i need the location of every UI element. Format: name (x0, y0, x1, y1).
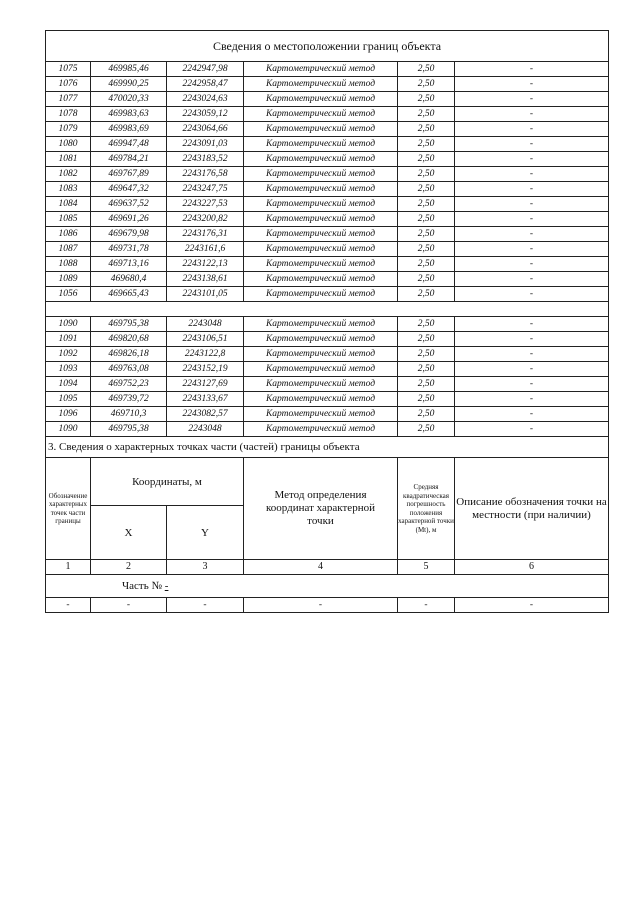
table-row (46, 77, 609, 92)
description-cell: - (455, 107, 609, 122)
point-number-cell: 1089 (46, 272, 91, 287)
description-cell: - (455, 422, 609, 437)
empty-cell: - (455, 598, 609, 613)
coord-y-cell: 2243161,6 (167, 242, 244, 257)
point-number-cell: 1095 (46, 392, 91, 407)
coord-x-cell: 469691,26 (91, 212, 167, 227)
table-row (46, 62, 609, 77)
coord-x-cell: 469820,68 (91, 332, 167, 347)
mean-error-cell: 2,50 (398, 407, 455, 422)
method-cell: Картометрический метод (244, 182, 398, 197)
coord-y-cell: 2243122,13 (167, 257, 244, 272)
mean-error-cell: 2,50 (398, 122, 455, 137)
table-row (46, 107, 609, 122)
coord-x-cell: 469637,52 (91, 197, 167, 212)
coord-y-cell: 2243176,58 (167, 167, 244, 182)
point-number-cell: 1079 (46, 122, 91, 137)
table-row (46, 377, 609, 392)
point-number-cell: 1081 (46, 152, 91, 167)
table-row (46, 392, 609, 407)
coord-y-cell: 2243133,67 (167, 392, 244, 407)
mean-error-cell: 2,50 (398, 197, 455, 212)
empty-cell: - (244, 598, 398, 613)
table-row (46, 287, 609, 302)
method-cell: Картометрический метод (244, 137, 398, 152)
table-row (46, 347, 609, 362)
method-cell: Картометрический метод (244, 152, 398, 167)
coord-x-cell: 469983,69 (91, 122, 167, 137)
table-row (46, 272, 609, 287)
point-number-cell: 1082 (46, 167, 91, 182)
description-cell: - (455, 347, 609, 362)
coord-y-cell: 2243082,57 (167, 407, 244, 422)
mean-error-cell: 2,50 (398, 167, 455, 182)
empty-cell: - (167, 598, 244, 613)
description-cell: - (455, 242, 609, 257)
coord-x-cell: 469947,48 (91, 137, 167, 152)
method-cell: Картометрический метод (244, 272, 398, 287)
section3-title: 3. Сведения о характерных точках части (частей) границы объекта (46, 437, 609, 458)
coord-y-cell: 2243152,19 (167, 362, 244, 377)
header-error: Средняя квадратическая погрешность положения характерной точки (Mt), м (398, 458, 455, 560)
point-number-cell: 1093 (46, 362, 91, 377)
coord-y-cell: 2243176,31 (167, 227, 244, 242)
point-number-cell: 1056 (46, 287, 91, 302)
coord-y-cell: 2243106,51 (167, 332, 244, 347)
method-cell: Картометрический метод (244, 167, 398, 182)
coord-x-cell: 469990,25 (91, 77, 167, 92)
empty-cell: - (46, 598, 91, 613)
point-number-cell: 1080 (46, 137, 91, 152)
table-row (46, 197, 609, 212)
method-cell: Картометрический метод (244, 332, 398, 347)
method-cell: Картометрический метод (244, 347, 398, 362)
table-row (46, 152, 609, 167)
col-num-6: 6 (455, 560, 609, 575)
method-cell: Картометрический метод (244, 287, 398, 302)
section3-title-row (46, 437, 609, 458)
coord-x-cell: 469763,08 (91, 362, 167, 377)
method-cell: Картометрический метод (244, 362, 398, 377)
description-cell: - (455, 182, 609, 197)
description-cell: - (455, 272, 609, 287)
mean-error-cell: 2,50 (398, 347, 455, 362)
table-row (46, 332, 609, 347)
description-cell: - (455, 332, 609, 347)
point-number-cell: 1077 (46, 92, 91, 107)
description-cell: - (455, 317, 609, 332)
table-row (46, 182, 609, 197)
part-label-cell (46, 575, 609, 598)
coord-x-cell: 469795,38 (91, 422, 167, 437)
coord-x-cell: 469983,63 (91, 107, 167, 122)
mean-error-cell: 2,50 (398, 362, 455, 377)
mean-error-cell: 2,50 (398, 137, 455, 152)
description-cell: - (455, 122, 609, 137)
table-row (46, 212, 609, 227)
coord-y-cell: 2242958,47 (167, 77, 244, 92)
method-cell: Картометрический метод (244, 212, 398, 227)
mean-error-cell: 2,50 (398, 392, 455, 407)
point-number-cell: 1090 (46, 422, 91, 437)
title-row (46, 31, 609, 62)
description-cell: - (455, 407, 609, 422)
table-row (46, 317, 609, 332)
coord-y-cell: 2243101,05 (167, 287, 244, 302)
mean-error-cell: 2,50 (398, 317, 455, 332)
point-number-cell: 1090 (46, 317, 91, 332)
coord-x-cell: 469826,18 (91, 347, 167, 362)
method-cell: Картометрический метод (244, 392, 398, 407)
coord-y-cell: 2243048 (167, 317, 244, 332)
description-cell: - (455, 137, 609, 152)
header-method: Метод определения координат характерной точки (244, 458, 398, 560)
description-cell: - (455, 287, 609, 302)
point-number-cell: 1078 (46, 107, 91, 122)
col-num-3: 3 (167, 560, 244, 575)
coord-x-cell: 469679,98 (91, 227, 167, 242)
table-row (46, 92, 609, 107)
description-cell: - (455, 227, 609, 242)
header-row-1 (46, 458, 609, 506)
coord-x-cell: 469665,43 (91, 287, 167, 302)
coord-x-cell: 469767,89 (91, 167, 167, 182)
mean-error-cell: 2,50 (398, 152, 455, 167)
header-coordinates: Координаты, м (91, 458, 244, 506)
mean-error-cell: 2,50 (398, 272, 455, 287)
boundary-table (45, 30, 609, 613)
coord-x-cell: 469647,32 (91, 182, 167, 197)
separator-cell (46, 302, 609, 317)
empty-cell: - (398, 598, 455, 613)
method-cell: Картометрический метод (244, 197, 398, 212)
coord-x-cell: 469713,16 (91, 257, 167, 272)
mean-error-cell: 2,50 (398, 242, 455, 257)
point-number-cell: 1088 (46, 257, 91, 272)
mean-error-cell: 2,50 (398, 62, 455, 77)
point-number-cell: 1094 (46, 377, 91, 392)
table-title: Сведения о местоположении границ объекта (46, 31, 609, 62)
table-row (46, 362, 609, 377)
mean-error-cell: 2,50 (398, 107, 455, 122)
description-cell: - (455, 152, 609, 167)
description-cell: - (455, 212, 609, 227)
coord-y-cell: 2243227,53 (167, 197, 244, 212)
coord-x-cell: 469784,21 (91, 152, 167, 167)
header-designation: Обозначение характерных точек части границы (46, 458, 91, 560)
coord-x-cell: 470020,33 (91, 92, 167, 107)
method-cell: Картометрический метод (244, 317, 398, 332)
header-x: X (91, 506, 167, 560)
table-row (46, 122, 609, 137)
method-cell: Картометрический метод (244, 107, 398, 122)
coord-y-cell: 2243122,8 (167, 347, 244, 362)
separator-row (46, 302, 609, 317)
mean-error-cell: 2,50 (398, 227, 455, 242)
coord-x-cell: 469795,38 (91, 317, 167, 332)
header-y: Y (167, 506, 244, 560)
point-number-cell: 1076 (46, 77, 91, 92)
mean-error-cell: 2,50 (398, 377, 455, 392)
method-cell: Картометрический метод (244, 422, 398, 437)
point-number-cell: 1087 (46, 242, 91, 257)
coord-x-cell: 469710,3 (91, 407, 167, 422)
method-cell: Картометрический метод (244, 242, 398, 257)
coord-y-cell: 2242947,98 (167, 62, 244, 77)
method-cell: Картометрический метод (244, 407, 398, 422)
method-cell: Картометрический метод (244, 377, 398, 392)
point-number-cell: 1085 (46, 212, 91, 227)
col-num-5: 5 (398, 560, 455, 575)
method-cell: Картометрический метод (244, 77, 398, 92)
col-num-4: 4 (244, 560, 398, 575)
mean-error-cell: 2,50 (398, 212, 455, 227)
point-number-cell: 1083 (46, 182, 91, 197)
coord-x-cell: 469739,72 (91, 392, 167, 407)
empty-row (46, 598, 609, 613)
table-row (46, 137, 609, 152)
coord-y-cell: 2243091,03 (167, 137, 244, 152)
mean-error-cell: 2,50 (398, 422, 455, 437)
description-cell: - (455, 362, 609, 377)
description-cell: - (455, 77, 609, 92)
mean-error-cell: 2,50 (398, 332, 455, 347)
table-row (46, 227, 609, 242)
part-row (46, 575, 609, 598)
point-number-cell: 1092 (46, 347, 91, 362)
method-cell: Картометрический метод (244, 92, 398, 107)
coord-y-cell: 2243059,12 (167, 107, 244, 122)
table-row (46, 167, 609, 182)
mean-error-cell: 2,50 (398, 257, 455, 272)
mean-error-cell: 2,50 (398, 92, 455, 107)
col-num-2: 2 (91, 560, 167, 575)
point-number-cell: 1091 (46, 332, 91, 347)
table-row (46, 422, 609, 437)
description-cell: - (455, 377, 609, 392)
description-cell: - (455, 392, 609, 407)
table-row (46, 407, 609, 422)
coord-y-cell: 2243127,69 (167, 377, 244, 392)
point-number-cell: 1096 (46, 407, 91, 422)
empty-cell: - (91, 598, 167, 613)
part-value: - (164, 580, 169, 592)
coord-x-cell: 469731,78 (91, 242, 167, 257)
method-cell: Картометрический метод (244, 62, 398, 77)
description-cell: - (455, 92, 609, 107)
description-cell: - (455, 167, 609, 182)
mean-error-cell: 2,50 (398, 182, 455, 197)
mean-error-cell: 2,50 (398, 77, 455, 92)
method-cell: Картометрический метод (244, 227, 398, 242)
part-label: Часть № (122, 580, 162, 592)
mean-error-cell: 2,50 (398, 287, 455, 302)
description-cell: - (455, 197, 609, 212)
boundary-document (45, 30, 608, 613)
table-row (46, 242, 609, 257)
coord-x-cell: 469985,46 (91, 62, 167, 77)
coord-x-cell: 469680,4 (91, 272, 167, 287)
coord-x-cell: 469752,23 (91, 377, 167, 392)
coord-y-cell: 2243064,66 (167, 122, 244, 137)
point-number-cell: 1086 (46, 227, 91, 242)
point-number-cell: 1075 (46, 62, 91, 77)
description-cell: - (455, 257, 609, 272)
coord-y-cell: 2243024,63 (167, 92, 244, 107)
coord-y-cell: 2243138,61 (167, 272, 244, 287)
description-cell: - (455, 62, 609, 77)
point-number-cell: 1084 (46, 197, 91, 212)
method-cell: Картометрический метод (244, 257, 398, 272)
coord-y-cell: 2243247,75 (167, 182, 244, 197)
col-num-1: 1 (46, 560, 91, 575)
header-description: Описание обозначения точки на местности (при наличии) (455, 458, 609, 560)
coord-y-cell: 2243048 (167, 422, 244, 437)
coord-y-cell: 2243200,82 (167, 212, 244, 227)
coord-y-cell: 2243183,52 (167, 152, 244, 167)
method-cell: Картометрический метод (244, 122, 398, 137)
table-row (46, 257, 609, 272)
column-numbers-row (46, 560, 609, 575)
